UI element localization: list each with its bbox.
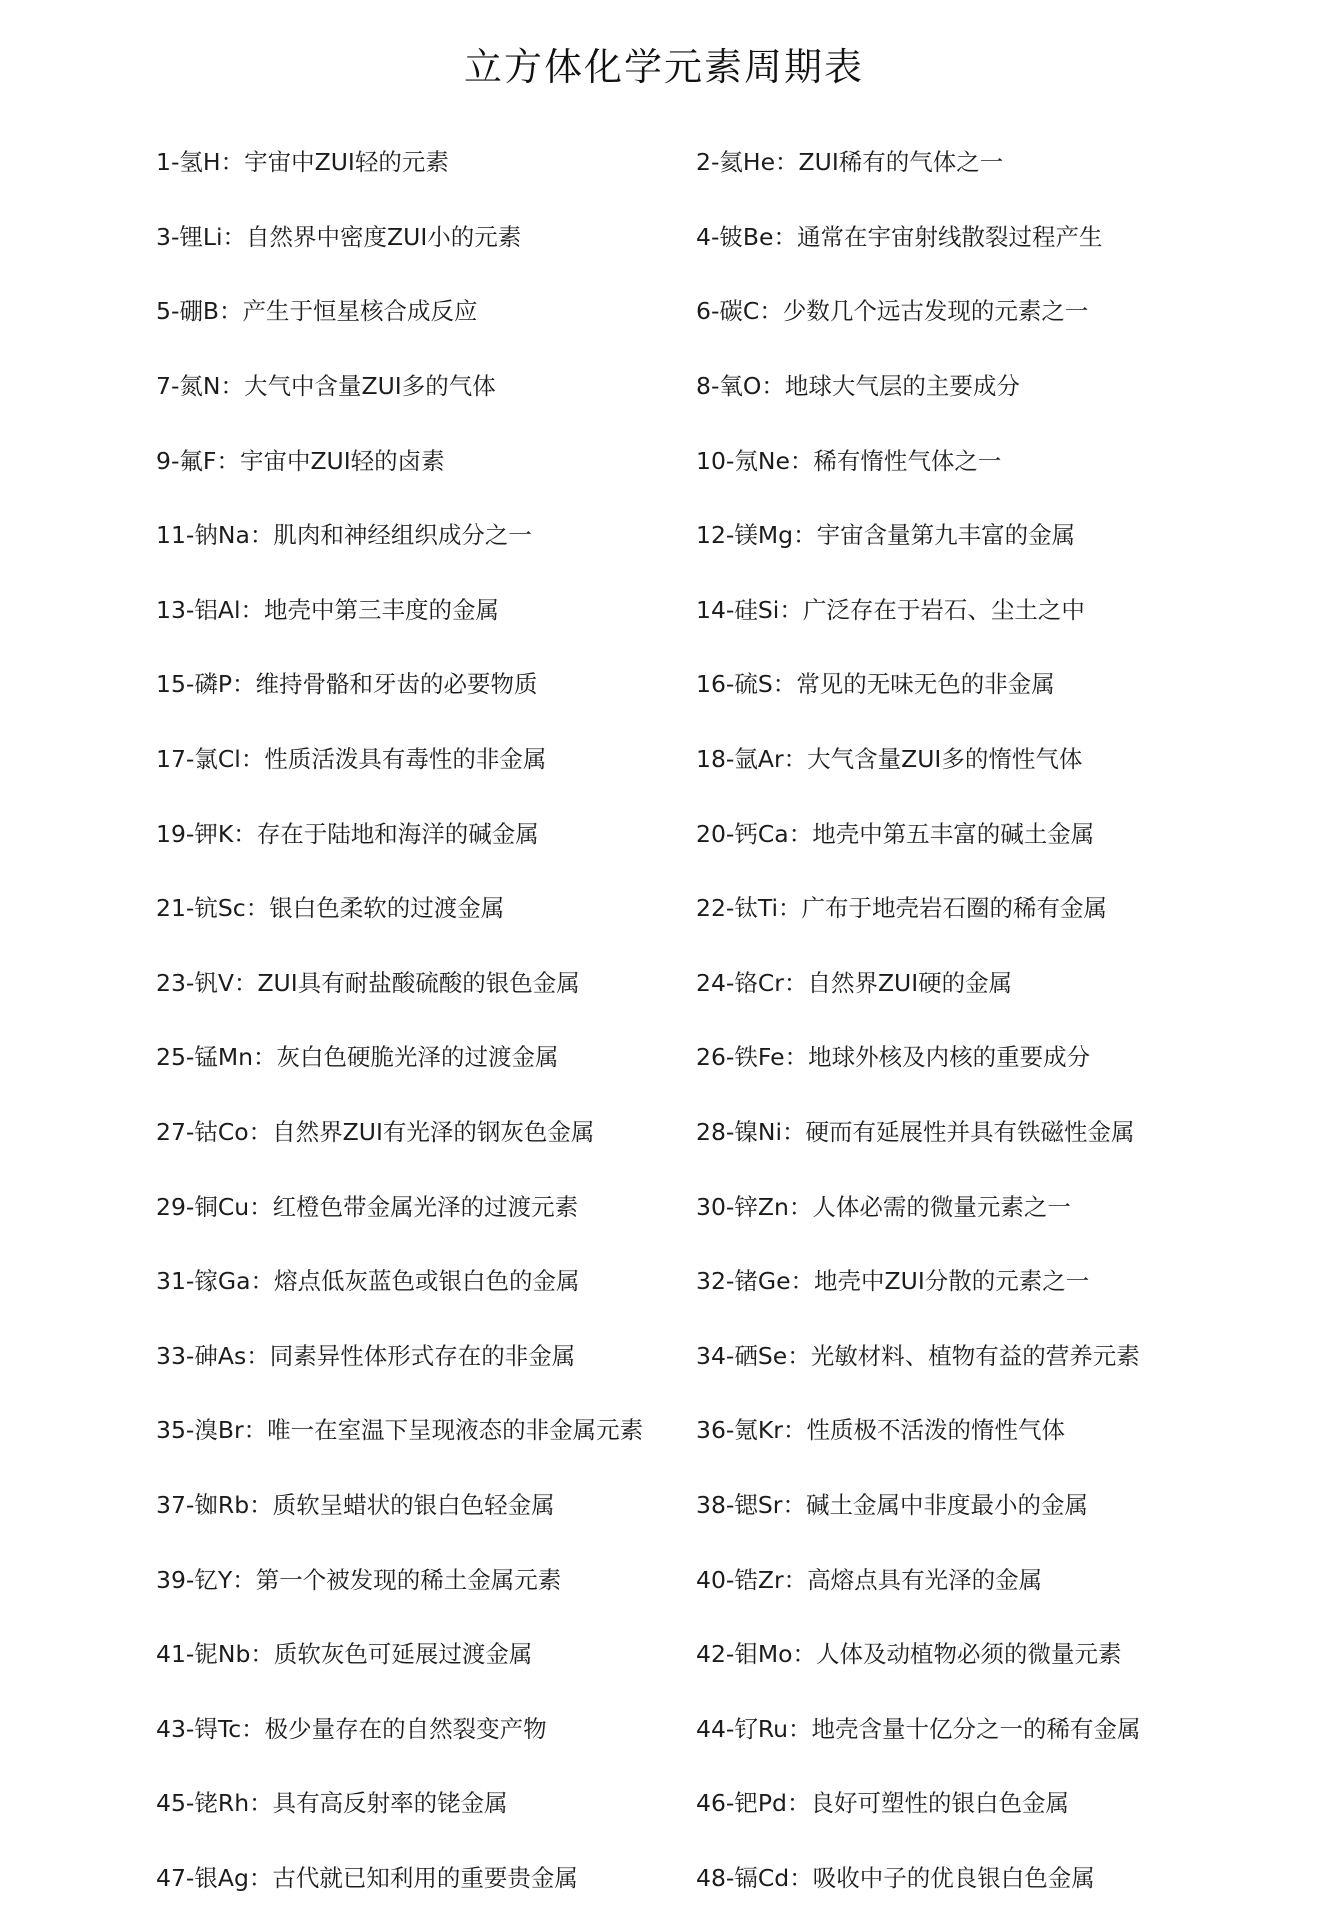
element-entry: 4-铍Be：通常在宇宙射线散裂过程产生 [696,222,1103,251]
element-entry: 5-硼B：产生于恒星核合成反应 [156,297,478,326]
element-entry: 3-锂Li：自然界中密度ZUI小的元素 [156,222,522,251]
element-entry: 33-砷As：同素异性体形式存在的非金属 [156,1341,576,1370]
element-entry: 10-氖Ne：稀有惰性气体之一 [696,446,1002,475]
element-entry: 47-银Ag：古代就已知利用的重要贵金属 [156,1863,578,1892]
element-entry: 26-铁Fe：地球外核及内核的重要成分 [696,1043,1091,1072]
element-entry: 13-铝Al：地壳中第三丰度的金属 [156,595,499,624]
element-entry: 1-氢H：宇宙中ZUI轻的元素 [156,148,449,177]
element-entry: 25-锰Mn：灰白色硬脆光泽的过渡金属 [156,1043,559,1072]
element-entry: 22-钛Ti：广布于地壳岩石圈的稀有金属 [696,894,1108,923]
element-entry: 11-钠Na：肌肉和神经组织成分之一 [156,521,532,550]
element-entry: 19-钾K：存在于陆地和海洋的碱金属 [156,819,539,848]
element-entry: 34-硒Se：光敏材料、植物有益的营养元素 [696,1341,1140,1370]
element-entry: 40-锆Zr：高熔点具有光泽的金属 [696,1565,1043,1594]
element-entry: 20-钙Ca：地壳中第五丰富的碱土金属 [696,819,1095,848]
element-entry: 28-镍Ni：硬而有延展性并具有铁磁性金属 [696,1118,1135,1147]
element-entry: 16-硫S：常见的无味无色的非金属 [696,670,1055,699]
element-entry: 18-氩Ar：大气含量ZUI多的惰性气体 [696,745,1083,774]
element-entry: 35-溴Br：唯一在室温下呈现液态的非金属元素 [156,1416,644,1445]
element-entry: 23-钒V：ZUI具有耐盐酸硫酸的银色金属 [156,968,580,997]
element-entry: 45-铑Rh：具有高反射率的铑金属 [156,1789,508,1818]
element-entry: 9-氟F：宇宙中ZUI轻的卤素 [156,446,445,475]
element-list [156,123,1276,1913]
element-entry: 32-锗Ge：地壳中ZUI分散的元素之一 [696,1267,1090,1296]
element-entry: 31-镓Ga：熔点低灰蓝色或银白色的金属 [156,1267,580,1296]
element-entry: 36-氪Kr：性质极不活泼的惰性气体 [696,1416,1065,1445]
element-entry: 43-锝Tc：极少量存在的自然裂变产物 [156,1714,547,1743]
element-entry: 8-氧O：地球大气层的主要成分 [696,372,1020,401]
element-entry: 6-碳C：少数几个远古发现的元素之一 [696,297,1089,326]
element-entry: 30-锌Zn：人体必需的微量元素之一 [696,1192,1071,1221]
element-entry: 29-铜Cu：红橙色带金属光泽的过渡元素 [156,1192,579,1221]
element-entry: 46-钯Pd：良好可塑性的银白色金属 [696,1789,1069,1818]
element-entry: 42-钼Mo：人体及动植物必须的微量元素 [696,1640,1122,1669]
element-entry: 27-钴Co：自然界ZUI有光泽的钢灰色金属 [156,1118,595,1147]
element-entry: 24-铬Cr：自然界ZUI硬的金属 [696,968,1013,997]
element-entry: 41-铌Nb：质软灰色可延展过渡金属 [156,1640,533,1669]
element-entry: 2-氦He：ZUI稀有的气体之一 [696,148,1004,177]
element-entry: 48-镉Cd：吸收中子的优良银白色金属 [696,1863,1095,1892]
element-entry: 7-氮N：大气中含量ZUI多的气体 [156,372,496,401]
element-entry: 21-钪Sc：银白色柔软的过渡金属 [156,894,505,923]
element-entry: 12-镁Mg：宇宙含量第九丰富的金属 [696,521,1076,550]
page-title: 立方体化学元素周期表 [463,45,864,89]
element-entry: 17-氯Cl：性质活泼具有毒性的非金属 [156,745,547,774]
element-entry: 14-硅Si：广泛存在于岩石、尘土之中 [696,595,1085,624]
element-entry: 15-磷P：维持骨骼和牙齿的必要物质 [156,670,538,699]
element-entry: 37-铷Rb：质软呈蜡状的银白色轻金属 [156,1490,555,1519]
element-entry: 39-钇Y：第一个被发现的稀土金属元素 [156,1565,562,1594]
element-entry: 38-锶Sr：碱土金属中非度最小的金属 [696,1490,1088,1519]
element-entry: 44-钌Ru：地壳含量十亿分之一的稀有金属 [696,1714,1141,1743]
